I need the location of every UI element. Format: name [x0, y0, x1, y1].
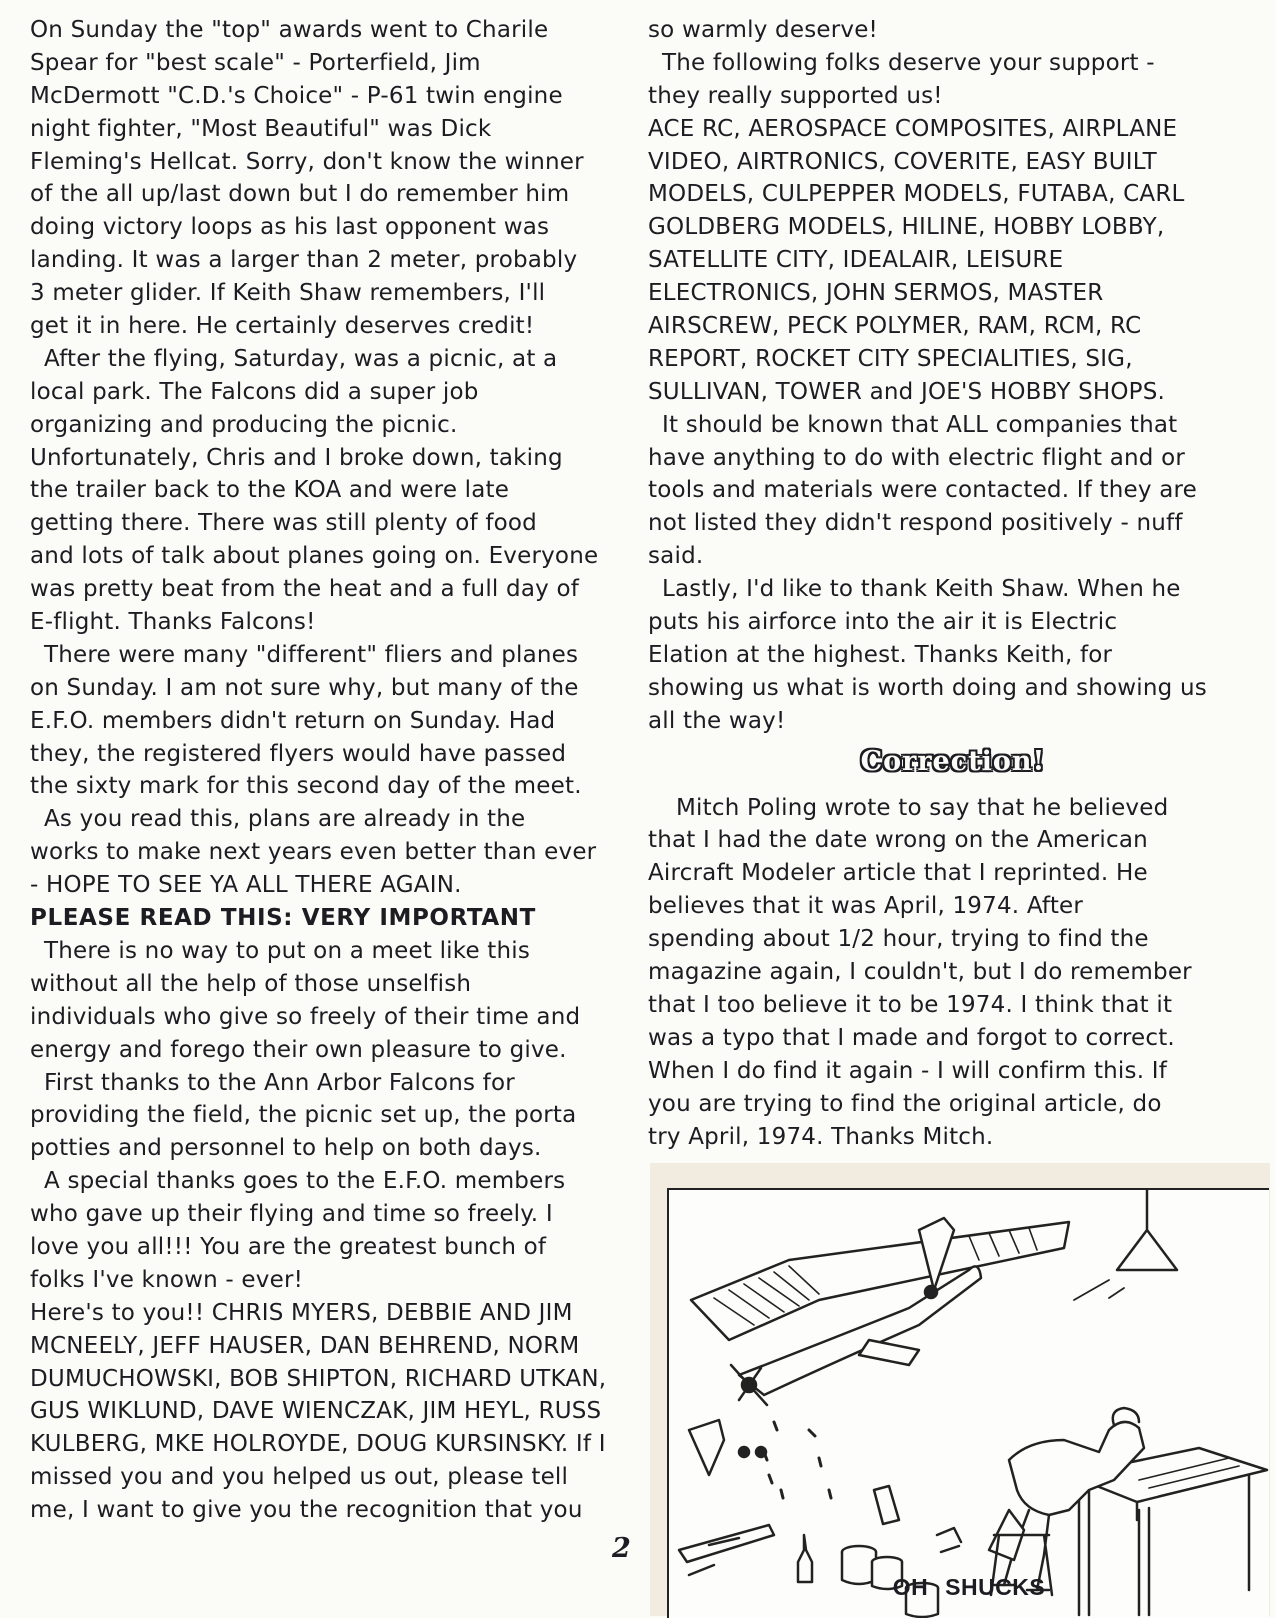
text-line: folks I've known - ever! — [30, 1266, 304, 1293]
text-line: The following folks deserve your support - — [662, 49, 1155, 76]
text-line: me, I want to give you the recognition that you — [30, 1497, 583, 1524]
text-line: believes that it was April, 1974. After — [648, 893, 1084, 920]
text-line: showing us what is worth doing and showing us — [648, 674, 1207, 701]
text-line: the sixty mark for this second day of the meet. — [30, 773, 582, 800]
text-line: - HOPE TO SEE YA ALL THERE AGAIN. — [30, 872, 462, 899]
text-line: GOLDBERG MODELS, HILINE, HOBBY LOBBY, — [648, 214, 1165, 241]
text-line: the trailer back to the KOA and were late — [30, 477, 510, 504]
text-line: E-flight. Thanks Falcons! — [30, 609, 316, 636]
text-line: you are trying to find the original article, do — [648, 1090, 1162, 1117]
text-line: Aircraft Modeler article that I reprinted. He — [648, 860, 1148, 887]
text-line: doing victory loops as his last opponent was — [30, 214, 550, 241]
text-line: There were many "different" fliers and planes — [44, 641, 579, 668]
text-line: MCNEELY, JEFF HAUSER, DAN BEHREND, NORM — [30, 1332, 580, 1359]
text-line: MODELS, CULPEPPER MODELS, FUTABA, CARL — [648, 181, 1185, 208]
text-line: and lots of talk about planes going on. Everyone — [30, 543, 599, 570]
text-line: ACE RC, AEROSPACE COMPOSITES, AIRPLANE — [648, 115, 1178, 142]
section-heading: PLEASE READ THIS: VERY IMPORTANT — [30, 905, 536, 932]
text-line: try April, 1974. Thanks Mitch. — [648, 1123, 994, 1150]
text-line: Lastly, I'd like to thank Keith Shaw. When he — [662, 576, 1181, 603]
text-line: It should be known that ALL companies that — [662, 411, 1178, 438]
text-line: without all the help of those unselfish — [30, 970, 472, 997]
text-line: Spear for "best scale" - Porterfield, Jim — [30, 49, 481, 76]
text-line: said. — [648, 543, 704, 570]
text-line: that I too believe it to be 1974. I think that it — [648, 991, 1173, 1018]
text-line: of the all up/last down but I do remember him — [30, 181, 570, 208]
text-line: they really supported us! — [648, 82, 943, 109]
text-line: There is no way to put on a meet like this — [44, 937, 531, 964]
text-line: A special thanks goes to the E.F.O. members — [44, 1168, 566, 1195]
text-line: Unfortunately, Chris and I broke down, taking — [30, 444, 563, 471]
cartoon-caption: OH SHUCKS — [892, 1574, 1046, 1600]
text-line: SULLIVAN, TOWER and JOE'S HOBBY SHOPS. — [648, 378, 1166, 405]
text-line: was pretty beat from the heat and a full day of — [30, 576, 580, 603]
text-line: When I do find it again - I will confirm this. If — [648, 1057, 1168, 1084]
text-line: providing the field, the picnic set up, the porta — [30, 1102, 577, 1129]
text-line: night fighter, "Most Beautiful" was Dick — [30, 115, 492, 142]
text-line: spending about 1/2 hour, trying to find the — [648, 926, 1149, 953]
text-line: E.F.O. members didn't return on Sunday. Had — [30, 707, 556, 734]
text-line: works to make next years even better than ever — [30, 839, 597, 866]
text-line: After the flying, Saturday, was a picnic, at a — [44, 345, 558, 372]
text-line: ELECTRONICS, JOHN SERMOS, MASTER — [648, 280, 1104, 307]
text-line: was a typo that I made and forgot to correct. — [648, 1024, 1175, 1051]
falling-panel — [689, 1420, 724, 1475]
text-line: getting there. There was still plenty of food — [30, 510, 537, 537]
right-column — [648, 14, 1258, 1153]
text-line: Elation at the highest. Thanks Keith, for — [648, 641, 1113, 668]
text-line: missed you and you helped us out, please tell — [30, 1464, 569, 1491]
text-line: who gave up their flying and time so freely. I — [30, 1201, 553, 1228]
text-line: puts his airforce into the air it is Electric — [648, 609, 1118, 636]
text-line: landing. It was a larger than 2 meter, probably — [30, 247, 578, 274]
text-line: local park. The Falcons did a super job — [30, 378, 479, 405]
text-line: on Sunday. I am not sure why, but many of the — [30, 674, 579, 701]
left-column — [30, 14, 605, 1527]
hanging-lamp — [1117, 1190, 1177, 1270]
text-line: Here's to you!! CHRIS MYERS, DEBBIE AND JIM — [30, 1299, 573, 1326]
text-line: potties and personnel to help on both days. — [30, 1135, 542, 1162]
cartoon — [667, 1188, 1269, 1618]
text-line: AIRSCREW, PECK POLYMER, RAM, RCM, RC — [648, 313, 1142, 340]
text-line: First thanks to the Ann Arbor Falcons for — [44, 1069, 515, 1096]
text-line: REPORT, ROCKET CITY SPECIALITIES, SIG, — [648, 345, 1133, 372]
text-line: individuals who give so freely of their time and — [30, 1003, 581, 1030]
text-line: DUMUCHOWSKI, BOB SHIPTON, RICHARD UTKAN, — [30, 1365, 607, 1392]
text-line: love you all!!! You are the greatest bunch of — [30, 1233, 547, 1260]
text-line: GUS WIKLUND, DAVE WIENCZAK, JIM HEYL, RUSS — [30, 1398, 602, 1425]
text-line: get it in here. He certainly deserves credit! — [30, 313, 535, 340]
text-line: KULBERG, MKE HOLROYDE, DOUG KURSINSKY. If I — [30, 1431, 606, 1458]
broken-spar — [679, 1525, 774, 1562]
text-line: tools and materials were contacted. If they are — [648, 477, 1197, 504]
cartoon-drawing — [669, 1190, 1269, 1618]
text-line: so warmly deserve! — [648, 17, 878, 43]
correction-title: Correction! — [860, 745, 1046, 777]
text-line: energy and forego their own pleasure to give. — [30, 1036, 567, 1063]
text-line: SATELLITE CITY, IDEALAIR, LEISURE — [648, 247, 1064, 274]
text-line: Fleming's Hellcat. Sorry, don't know the winner — [30, 148, 584, 175]
text-line: As you read this, plans are already in the — [44, 806, 526, 833]
text-line: magazine again, I couldn't, but I do remember — [648, 959, 1192, 986]
text-line: not listed they didn't respond positively - nuff — [648, 510, 1183, 537]
text-line: that I had the date wrong on the American — [648, 827, 1148, 854]
text-line: organizing and producing the picnic. — [30, 411, 458, 438]
text-line: On Sunday the "top" awards went to Charile — [30, 17, 549, 43]
text-line: have anything to do with electric flight and or — [648, 444, 1186, 471]
slumped-man — [1009, 1422, 1144, 1515]
page-number: 2 — [612, 1533, 631, 1564]
text-line: McDermott "C.D.'s Choice" - P-61 twin engine — [30, 82, 563, 109]
text-line: 3 meter glider. If Keith Shaw remembers, I'll — [30, 280, 546, 307]
text-line: they, the registered flyers would have passed — [30, 740, 567, 767]
text-line: Mitch Poling wrote to say that he believed — [676, 794, 1169, 821]
text-line: all the way! — [648, 707, 786, 734]
text-line: VIDEO, AIRTRONICS, COVERITE, EASY BUILT — [648, 148, 1157, 175]
